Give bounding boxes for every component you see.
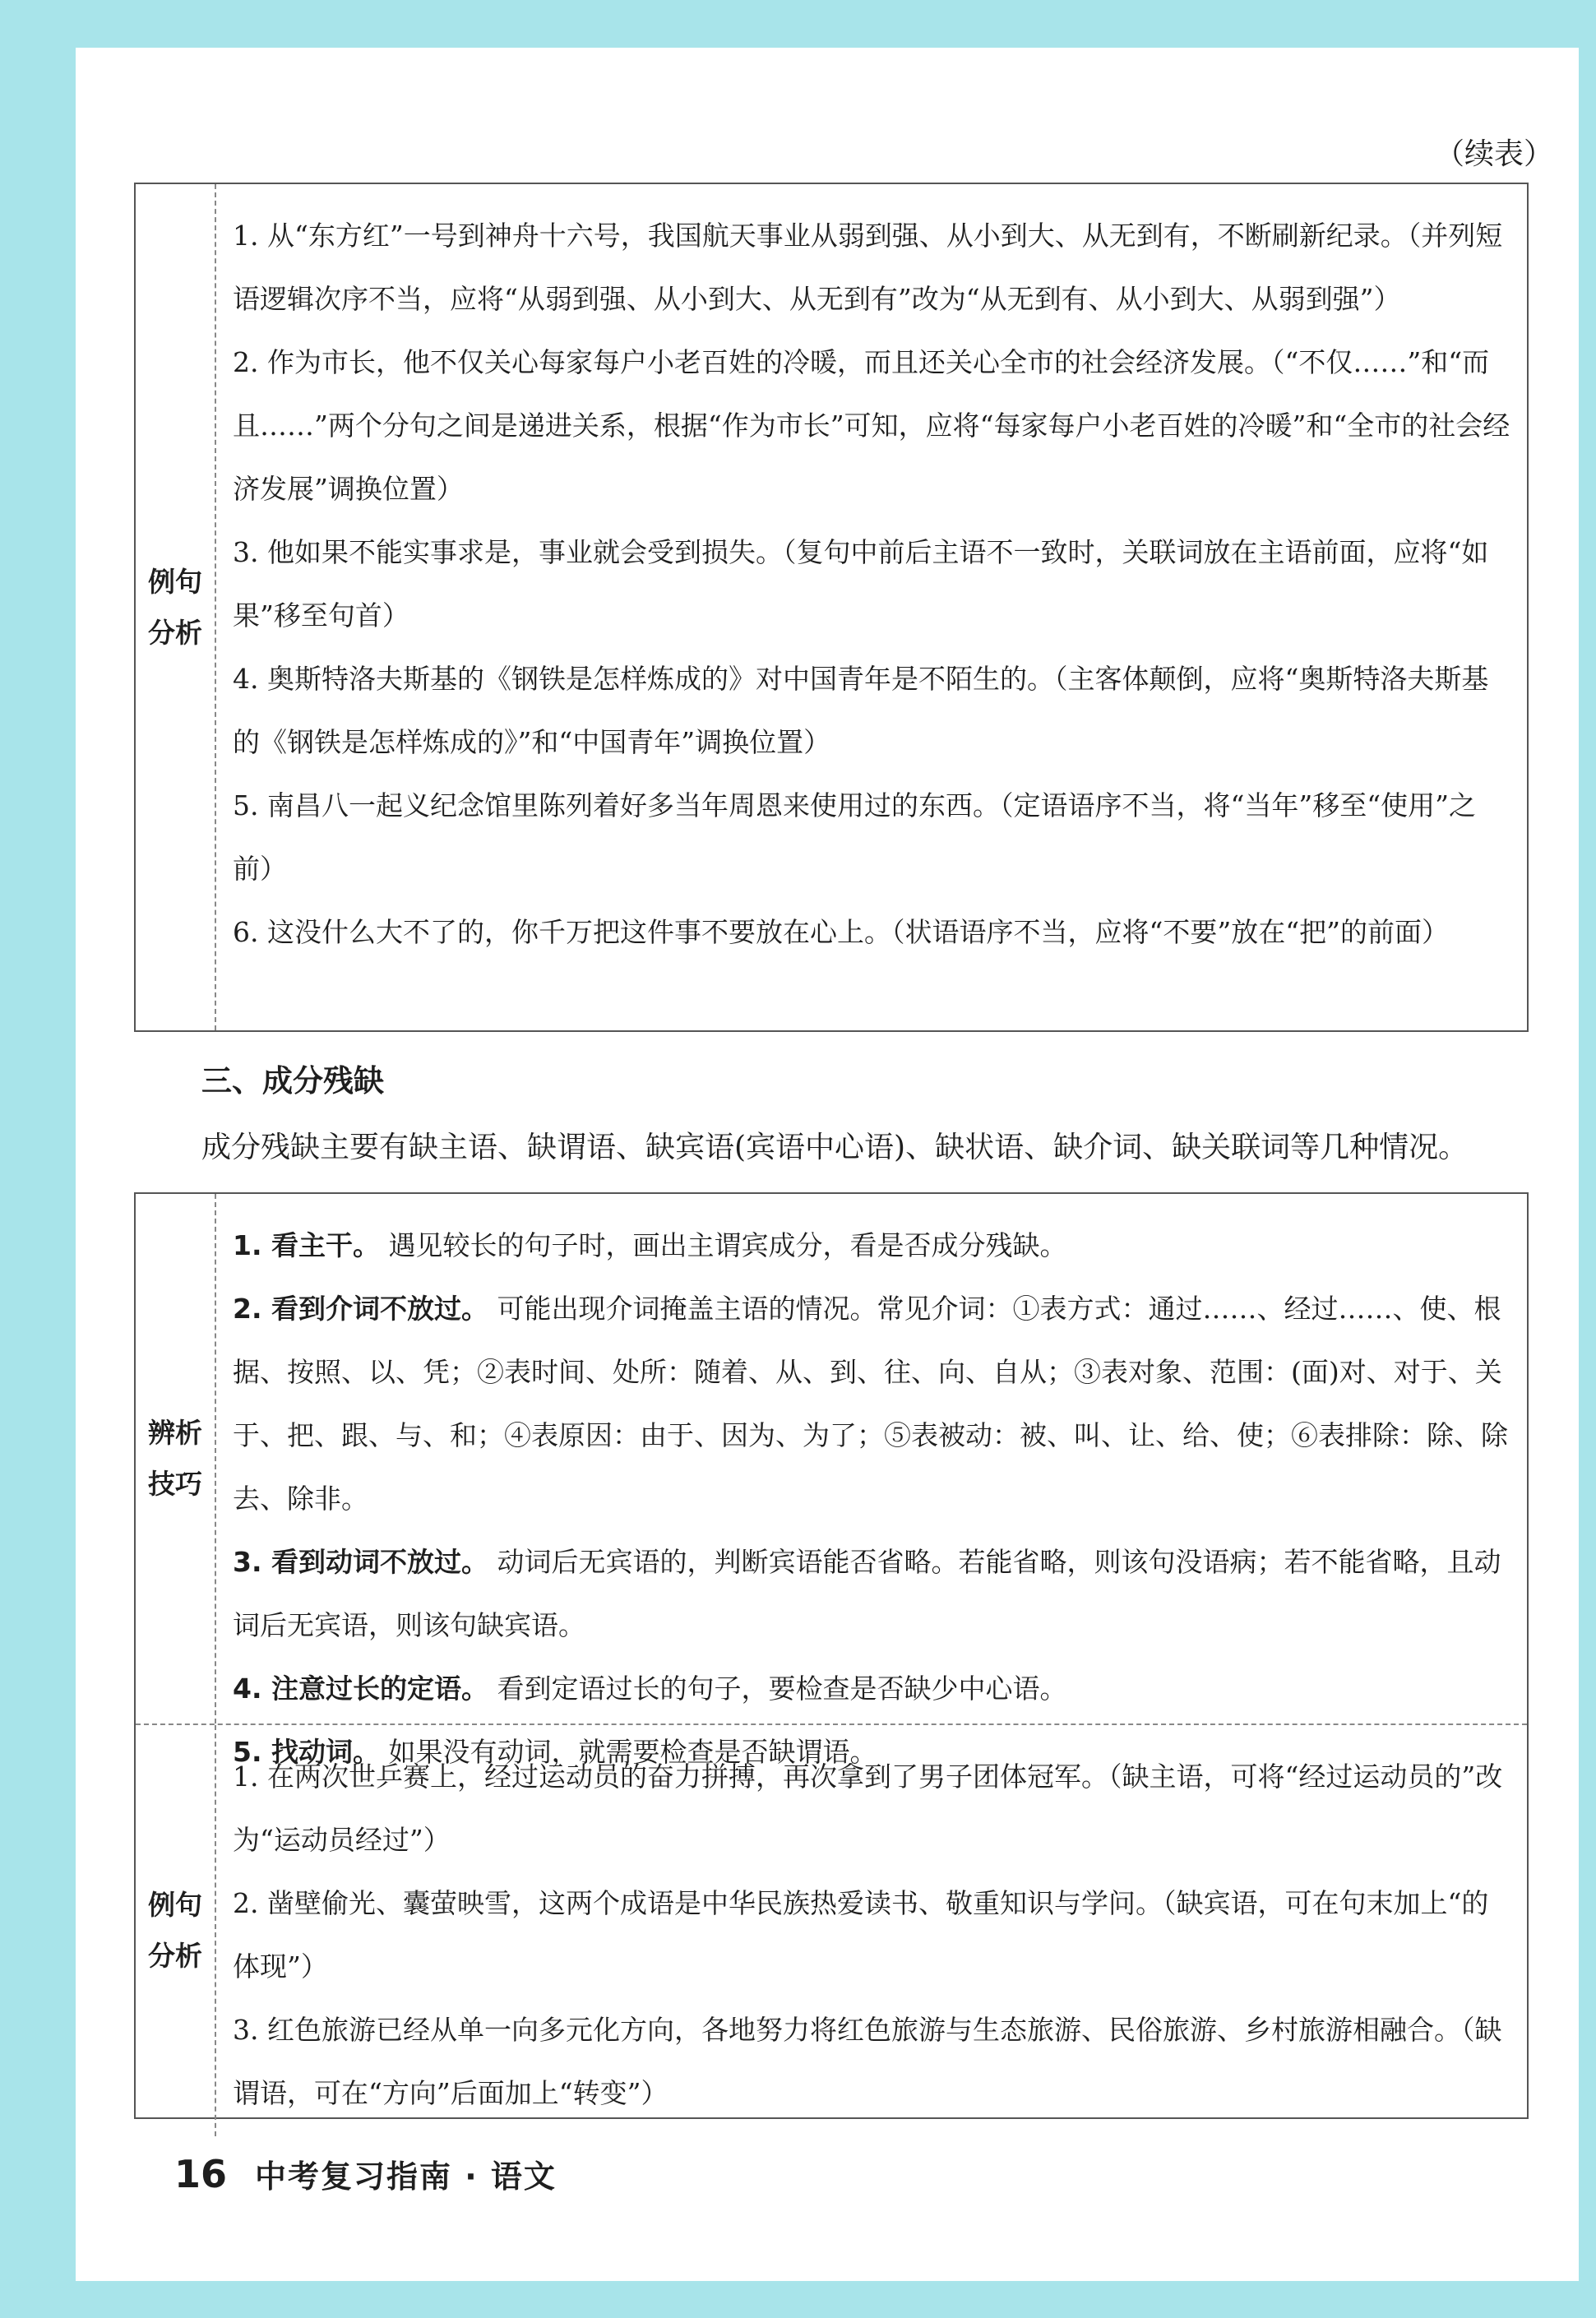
tip-lead: 4. 注意过长的定语。 (233, 1673, 488, 1705)
tips-row (136, 1194, 1527, 1768)
tip-lead: 3. 看到动词不放过。 (233, 1546, 488, 1578)
missing-component-table (134, 1192, 1529, 2119)
example-item: 1. 在两次世乒赛上，经过运动员的奋力拼搏，再次拿到了男子团体冠军。（缺主语，可将“经过运动员的”改为“运动员经过”） (233, 1760, 1503, 1856)
tip-lead: 5. 找动词。 (233, 1736, 380, 1768)
tip-lead: 2. 看到介词不放过。 (233, 1293, 488, 1325)
section-title: 三、成分残缺 (201, 1063, 384, 1099)
example-item: 4. 奥斯特洛夫斯基的《钢铁是怎样炼成的》对中国青年是不陌生的。（主客体颠倒，应将“奥斯特洛夫斯基的《钢铁是怎样炼成的》”和“中国青年”调换位置） (233, 663, 1489, 758)
example-item: 6. 这没什么大不了的，你千万把这件事不要放在心上。（状语语序不当，应将“不要”放在“把”的前面） (233, 916, 1449, 948)
tip-text: 动词后无宾语的，判断宾语能否省略。若能省略，则该句没语病；若不能省略，且动词后无宾语，则该句缺宾语。 (233, 1546, 1501, 1641)
example-item: 2. 作为市长，他不仅关心每家每户小老百姓的冷暖，而且还关心全市的社会经济发展。（“不仅……”和“而且……”两个分句之间是递进关系，根据“作为市长”可知，应将“每家每户小老百姓的冷暖”和“全市的社会经济发展”调换位置） (233, 346, 1510, 505)
tips-label-line1: 辨析 (148, 1417, 202, 1449)
section-intro: 成分残缺主要有缺主语、缺谓语、缺宾语(宾语中心语)、缺状语、缺介词、缺关联词等几种情况。 (201, 1131, 1469, 1164)
examples-label-line2: 分析 (148, 1940, 202, 1972)
tip-lead: 1. 看主干。 (233, 1229, 380, 1261)
page-number: 16 (174, 2152, 228, 2196)
tips-label-line2: 技巧 (148, 1468, 202, 1500)
example-item: 5. 南昌八一起义纪念馆里陈列着好多当年周恩来使用过的东西。（定语语序不当，将“当年”移至“使用”之前） (233, 789, 1476, 885)
tip-item (233, 1530, 1514, 1657)
sentence-order-examples-table (134, 183, 1529, 1032)
tip-text: 如果没有动词，就需要检查是否缺谓语。 (380, 1736, 877, 1768)
example-item: 3. 红色旅游已经从单一向多元化方向，各地努力将红色旅游与生态旅游、民俗旅游、乡村旅游相融合。（缺谓语，可在“方向”后面加上“转变”） (233, 2014, 1502, 2109)
tip-item (233, 1277, 1514, 1530)
book-title: 中考复习指南 · 语文 (255, 2158, 557, 2195)
tip-text: 看到定语过长的句子，要检查是否缺少中心语。 (488, 1673, 1067, 1705)
example-item: 3. 他如果不能实事求是，事业就会受到损失。（复句中前后主语不一致时，关联词放在主语前面，应将“如果”移至句首） (233, 536, 1489, 632)
examples-label-line2: 分析 (148, 616, 202, 649)
examples-label (136, 1725, 216, 2136)
examples-row (136, 1723, 1527, 2136)
example-item: 1. 从“东方红”一号到神舟十六号，我国航天事业从弱到强、从小到大、从无到有，不断刷新纪录。（并列短语逻辑次序不当，应将“从弱到强、从小到大、从无到有”改为“从无到有、从小到大、从弱到强”） (233, 220, 1503, 315)
tip-item (233, 1657, 1514, 1720)
examples-row (136, 184, 1527, 1030)
example-item: 2. 凿壁偷光、囊萤映雪，这两个成语是中华民族热爱读书、敬重知识与学问。（缺宾语，可在句末加上“的体现”） (233, 1887, 1489, 1983)
examples-label-line1: 例句 (148, 565, 202, 598)
continued-table-label: （续表） (1435, 137, 1554, 171)
examples-label (136, 184, 216, 1030)
examples-content (216, 184, 1527, 1030)
examples-label-line1: 例句 (148, 1889, 202, 1921)
tip-text: 遇见较长的句子时，画出主谓宾成分，看是否成分残缺。 (380, 1229, 1067, 1261)
page-footer (174, 2151, 557, 2200)
tips-label (136, 1194, 216, 1723)
examples-content (216, 1725, 1527, 2136)
tip-item (233, 1214, 1514, 1277)
tips-content (216, 1194, 1527, 1768)
tip-text: 可能出现介词掩盖主语的情况。常见介词：①表方式：通过……、经过……、使、根据、按照、以、凭；②表时间、处所：随着、从、到、往、向、自从；③表对象、范围：(面)对、对于、关于、把、跟、与、和；④表原因：由于、因为、为了；⑤表被动：被、叫、让、给、使；⑥表排除：除、除去、除非。 (233, 1293, 1508, 1515)
